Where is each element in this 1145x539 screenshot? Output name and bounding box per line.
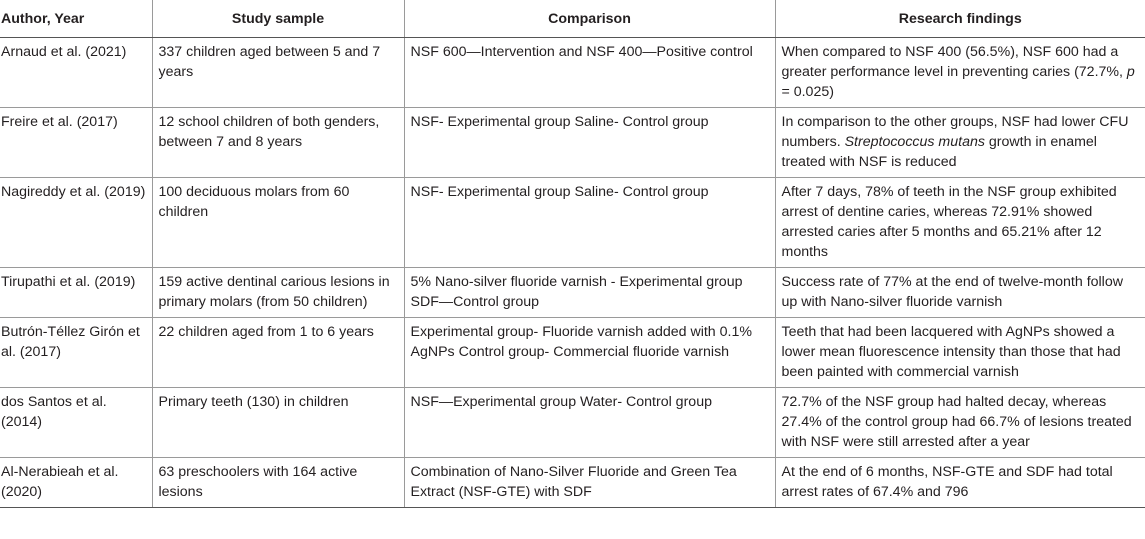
cell-author: Butrón-Téllez Girón et al. (2017)	[0, 318, 152, 388]
findings-text: Teeth that had been lacquered with AgNPs showed a lower mean fluorescence intensity than those that had been painted with commercial varnish	[781, 324, 1121, 380]
table-row	[0, 178, 1145, 268]
cell-author: Arnaud et al. (2021)	[0, 38, 152, 108]
findings-text: After 7 days, 78% of teeth in the NSF group exhibited arrest of dentine caries, whereas 72.91% showed arrested caries after 5 months and 65.21% after 12 months	[781, 184, 1117, 260]
cell-sample: 12 school children of both genders, between 7 and 8 years	[152, 108, 404, 178]
cell-author: Tirupathi et al. (2019)	[0, 268, 152, 318]
table-row	[0, 108, 1145, 178]
findings-text: When compared to NSF 400 (56.5%), NSF 600 had a greater performance level in preventing caries (72.7%,	[781, 44, 1127, 80]
table-row	[0, 458, 1145, 508]
cell-comparison: NSF- Experimental group Saline- Control group	[404, 178, 775, 268]
cell-findings	[775, 318, 1145, 388]
findings-text: In comparison to the other groups, NSF had lower CFU numbers.	[781, 114, 1129, 150]
cell-comparison: NSF—Experimental group Water- Control group	[404, 388, 775, 458]
findings-italic-text: Streptococcus mutans	[844, 134, 985, 150]
table-row	[0, 268, 1145, 318]
cell-sample: 337 children aged between 5 and 7 years	[152, 38, 404, 108]
header-research-findings: Research findings	[775, 0, 1145, 38]
cell-comparison: NSF 600—Intervention and NSF 400—Positive control	[404, 38, 775, 108]
cell-findings	[775, 108, 1145, 178]
cell-comparison: NSF- Experimental group Saline- Control group	[404, 108, 775, 178]
cell-findings	[775, 458, 1145, 508]
cell-sample: Primary teeth (130) in children	[152, 388, 404, 458]
cell-findings	[775, 388, 1145, 458]
cell-comparison: Combination of Nano-Silver Fluoride and Green Tea Extract (NSF-GTE) with SDF	[404, 458, 775, 508]
header-row	[0, 0, 1145, 38]
cell-author: Freire et al. (2017)	[0, 108, 152, 178]
cell-comparison: Experimental group- Fluoride varnish added with 0.1% AgNPs Control group- Commercial fluoride varnish	[404, 318, 775, 388]
findings-text: Success rate of 77% at the end of twelve-month follow up with Nano-silver fluoride varnish	[781, 274, 1123, 310]
cell-findings	[775, 268, 1145, 318]
findings-text-end: = 0.025)	[781, 84, 834, 100]
cell-author: Al-Nerabieah et al. (2020)	[0, 458, 152, 508]
findings-text: 72.7% of the NSF group had halted decay, whereas 27.4% of the control group had 66.7% of lesions treated with NSF were still arrested after a year	[781, 394, 1132, 450]
cell-author: dos Santos et al. (2014)	[0, 388, 152, 458]
cell-author: Nagireddy et al. (2019)	[0, 178, 152, 268]
cell-sample: 100 deciduous molars from 60 children	[152, 178, 404, 268]
table-row	[0, 38, 1145, 108]
header-comparison: Comparison	[404, 0, 775, 38]
findings-text-end: growth in enamel treated with NSF is reduced	[781, 134, 1097, 170]
header-author-year: Author, Year	[0, 0, 152, 38]
cell-comparison: 5% Nano-silver fluoride varnish - Experimental group SDF—Control group	[404, 268, 775, 318]
cell-sample: 22 children aged from 1 to 6 years	[152, 318, 404, 388]
cell-sample: 159 active dentinal carious lesions in primary molars (from 50 children)	[152, 268, 404, 318]
findings-text: At the end of 6 months, NSF-GTE and SDF had total arrest rates of 67.4% and 796	[781, 464, 1113, 500]
cell-sample: 63 preschoolers with 164 active lesions	[152, 458, 404, 508]
cell-findings	[775, 178, 1145, 268]
header-study-sample: Study sample	[152, 0, 404, 38]
findings-italic-text: p	[1126, 64, 1135, 80]
table-row	[0, 388, 1145, 458]
table-row	[0, 318, 1145, 388]
cell-findings	[775, 38, 1145, 108]
